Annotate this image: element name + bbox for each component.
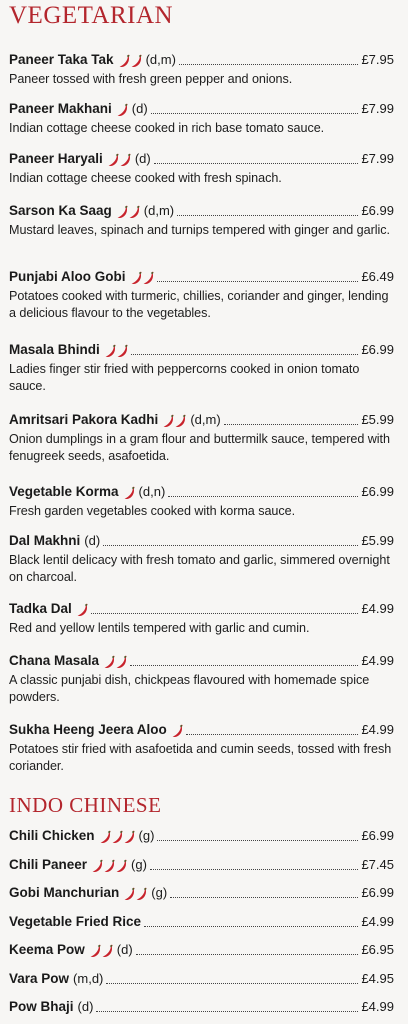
chili-pepper-icon: [90, 944, 101, 958]
menu-item-row: [9, 269, 394, 285]
dish-description: Onion dumplings in a gram flour and buttermilk sauce, tempered with fenugreek seeds, asafoetida.: [9, 432, 390, 463]
chili-pepper-icon: [116, 859, 127, 873]
menu-item-row: [9, 52, 394, 68]
dish-name: Paneer Taka Tak: [9, 52, 114, 67]
dish-name: Paneer Haryali: [9, 151, 103, 166]
menu-item-row: [9, 914, 394, 930]
dish-price: £7.99: [361, 151, 394, 166]
menu-item-row: [9, 722, 394, 738]
dot-leader: [186, 734, 359, 735]
dot-leader: [168, 496, 358, 497]
dish-name: Pow Bhaji: [9, 999, 74, 1014]
dish-name: Sukha Heeng Jeera Aloo: [9, 722, 167, 737]
menu-item: [9, 269, 394, 322]
chili-pepper-icon: [105, 344, 116, 358]
dish-price: £6.99: [361, 203, 394, 218]
chili-pepper-icon: [77, 603, 88, 617]
dot-leader: [179, 64, 359, 65]
dish-price: £4.99: [361, 601, 394, 616]
spice-level: [172, 724, 183, 738]
dish-price: £5.99: [361, 533, 394, 548]
menu-item-row: [9, 653, 394, 669]
dish-name: Vegetable Korma: [9, 484, 119, 499]
chili-pepper-icon: [117, 344, 128, 358]
spice-level: [108, 153, 131, 167]
menu-item-row: [9, 151, 394, 167]
chili-pepper-icon: [124, 486, 135, 500]
chili-pepper-icon: [131, 54, 142, 68]
spice-level: [105, 344, 128, 358]
chili-pepper-icon: [112, 830, 123, 844]
allergen-code: (d,n): [138, 484, 166, 499]
menu-item: [9, 653, 394, 706]
menu-item-row: [9, 342, 394, 358]
dish-price: £7.99: [361, 101, 394, 116]
allergen-code: (m,d): [73, 971, 104, 986]
chili-pepper-icon: [116, 655, 127, 669]
spice-level: [117, 205, 140, 219]
allergen-code: (d): [77, 999, 94, 1014]
dish-name: Chana Masala: [9, 653, 100, 668]
dish-price: £4.99: [361, 914, 394, 929]
dot-leader: [106, 983, 358, 984]
menu-item: [9, 342, 394, 395]
dot-leader: [144, 926, 358, 927]
allergen-code: (d): [84, 533, 101, 548]
menu-item: [9, 101, 394, 137]
dish-description: Red and yellow lentils tempered with garlic and cumin.: [9, 621, 310, 635]
dish-price: £5.99: [361, 412, 394, 427]
dish-name: Amritsari Pakora Kadhi: [9, 412, 159, 427]
dish-name: Sarson Ka Saag: [9, 203, 112, 218]
dish-description: A classic punjabi dish, chickpeas flavoured with homemade spice powders.: [9, 673, 370, 704]
dish-name: Vegetable Fried Rice: [9, 914, 142, 929]
menu-item: [9, 722, 394, 775]
chili-pepper-icon: [163, 414, 174, 428]
allergen-code: (g): [138, 828, 155, 843]
spice-level: [100, 830, 135, 844]
dot-leader: [170, 897, 358, 898]
chili-pepper-icon: [175, 414, 186, 428]
allergen-code: (g): [131, 857, 147, 872]
dot-leader: [224, 424, 359, 425]
dish-name: Gobi Manchurian: [9, 885, 120, 900]
dish-description: Indian cottage cheese cooked in rich base tomato sauce.: [9, 121, 325, 135]
dish-name: Chili Chicken: [9, 828, 95, 843]
menu-item: [9, 914, 394, 930]
spice-level: [163, 414, 186, 428]
dish-price: £4.99: [361, 653, 394, 668]
dot-leader: [157, 840, 358, 841]
spice-level: [77, 603, 88, 617]
dot-leader: [103, 545, 358, 546]
dish-price: £6.99: [361, 342, 394, 357]
dot-leader: [136, 954, 359, 955]
chili-pepper-icon: [117, 103, 128, 117]
menu-item: [9, 484, 394, 520]
allergen-code: (d): [131, 101, 148, 116]
menu-item: [9, 203, 394, 239]
dish-name: Paneer Makhani: [9, 101, 112, 116]
dot-leader: [131, 354, 359, 355]
chili-pepper-icon: [102, 944, 113, 958]
dot-leader: [151, 113, 359, 114]
spice-level: [92, 859, 127, 873]
chili-pepper-icon: [124, 887, 135, 901]
dot-leader: [130, 665, 358, 666]
chili-pepper-icon: [108, 153, 119, 167]
spice-level: [119, 54, 142, 68]
menu-item: [9, 971, 394, 987]
chili-pepper-icon: [124, 830, 135, 844]
dish-description: Ladies finger stir fried with peppercorns cooked in onion tomato sauce.: [9, 362, 360, 393]
allergen-code: (g): [151, 885, 168, 900]
dish-description: Potatoes cooked with turmeric, chillies, coriander and ginger, lending a delicious flavour to the vegetables.: [9, 289, 389, 320]
chili-pepper-icon: [136, 887, 147, 901]
chili-pepper-icon: [117, 205, 128, 219]
menu-item: [9, 857, 394, 873]
dish-price: £4.99: [361, 722, 394, 737]
dot-leader: [150, 869, 359, 870]
dish-description: Indian cottage cheese cooked with fresh spinach.: [9, 171, 282, 185]
dish-price: £6.99: [361, 484, 394, 499]
dish-price: £6.99: [361, 828, 394, 843]
dish-name: Tadka Dal: [9, 601, 72, 616]
dot-leader: [157, 281, 359, 282]
chili-pepper-icon: [104, 655, 115, 669]
chili-pepper-icon: [143, 271, 154, 285]
dish-description: Black lentil delicacy with fresh tomato and garlic, simmered overnight on charcoal.: [9, 553, 390, 584]
menu-item: [9, 601, 394, 637]
menu-item-row: [9, 484, 394, 500]
menu-item-row: [9, 971, 394, 987]
menu-item-row: [9, 601, 394, 617]
chili-pepper-icon: [92, 859, 103, 873]
spice-level: [104, 655, 127, 669]
dot-leader: [91, 613, 359, 614]
chili-pepper-icon: [129, 205, 140, 219]
chili-pepper-icon: [172, 724, 183, 738]
menu-item: [9, 412, 394, 465]
allergen-code: (d,m): [143, 203, 175, 218]
chili-pepper-icon: [100, 830, 111, 844]
dish-price: £4.95: [361, 971, 394, 986]
menu-item: [9, 151, 394, 187]
allergen-code: (d): [116, 942, 133, 957]
spice-level: [131, 271, 154, 285]
menu-item: [9, 885, 394, 901]
menu-item-row: [9, 203, 394, 219]
chili-pepper-icon: [119, 54, 130, 68]
dish-price: £4.99: [361, 999, 394, 1014]
dish-price: £6.99: [361, 885, 394, 900]
menu-item-row: [9, 942, 394, 958]
menu-item-row: [9, 101, 394, 117]
menu-item: [9, 999, 394, 1015]
menu-item: [9, 828, 394, 844]
dish-price: £7.95: [361, 52, 394, 67]
menu-item-row: [9, 885, 394, 901]
dot-leader: [177, 215, 358, 216]
allergen-code: (d,m): [190, 412, 221, 427]
menu-item-row: [9, 857, 394, 873]
menu-item: [9, 52, 394, 88]
dish-price: £6.95: [361, 942, 394, 957]
chili-pepper-icon: [104, 859, 115, 873]
dot-leader: [154, 163, 359, 164]
allergen-code: (d): [134, 151, 151, 166]
spice-level: [124, 486, 135, 500]
dot-leader: [96, 1011, 358, 1012]
menu-item-row: [9, 533, 394, 549]
dish-description: Paneer tossed with fresh green pepper and onions.: [9, 72, 293, 86]
allergen-code: (d,m): [145, 52, 176, 67]
section-title-indo-chinese: INDO CHINESE: [9, 793, 162, 817]
section-title-vegetarian: VEGETARIAN: [9, 2, 174, 29]
chili-pepper-icon: [131, 271, 142, 285]
menu-item-row: [9, 828, 394, 844]
dish-description: Fresh garden vegetables cooked with korma sauce.: [9, 504, 296, 518]
dish-name: Dal Makhni: [9, 533, 81, 548]
dish-description: Potatoes stir fried with asafoetida and cumin seeds, tossed with fresh coriander.: [9, 742, 392, 773]
chili-pepper-icon: [120, 153, 131, 167]
spice-level: [90, 944, 113, 958]
menu-item-row: [9, 412, 394, 428]
dish-name: Vara Pow: [9, 971, 70, 986]
spice-level: [124, 887, 147, 901]
menu-item: [9, 942, 394, 958]
menu-item: [9, 533, 394, 586]
spice-level: [117, 103, 128, 117]
dish-name: Keema Pow: [9, 942, 85, 957]
dish-price: £7.45: [361, 857, 394, 872]
dish-name: Punjabi Aloo Gobi: [9, 269, 126, 284]
dish-description: Mustard leaves, spinach and turnips tempered with ginger and garlic.: [9, 223, 390, 237]
dish-price: £6.49: [361, 269, 394, 284]
dish-name: Masala Bhindi: [9, 342, 100, 357]
menu-item-row: [9, 999, 394, 1015]
dish-name: Chili Paneer: [9, 857, 88, 872]
